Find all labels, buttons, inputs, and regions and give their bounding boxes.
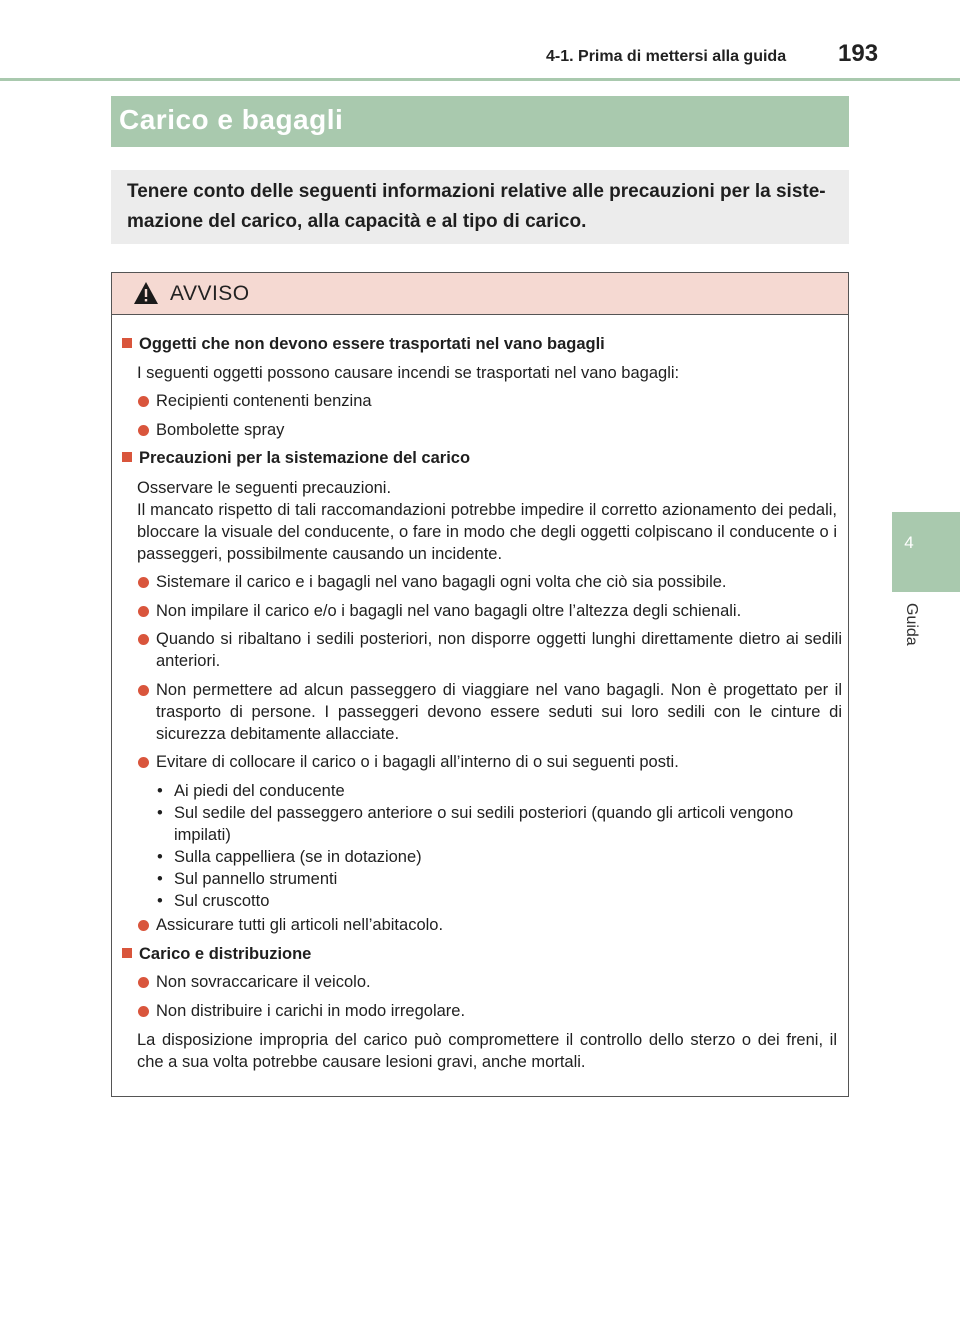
sub-list-item: • Sul pannello strumenti	[157, 870, 338, 888]
warning-paragraph: Il mancato rispetto di tali raccomandazioni potrebbe impedire il corretto azionamento dei pedali, bloccare la visuale del conducente, o fare in modo che degli oggetti colpiscano il conducente o i passeggeri, possibilmente causando un incidente.	[137, 501, 837, 563]
bullet-dot-icon	[138, 1006, 149, 1017]
warning-paragraph: La disposizione impropria del carico può compromettere il controllo dello sterzo o dei freni, il che a sua volta potrebbe causare lesioni gravi, anche mortali.	[137, 1031, 837, 1071]
bullet-item: Assicurare tutti gli articoli nell’abitacolo.	[138, 914, 842, 936]
warning-section-heading: Oggetti che non devono essere trasportati nel vano bagagli	[122, 333, 605, 355]
bullet-dot-icon	[138, 977, 149, 988]
bullet-dot-icon	[138, 606, 149, 617]
bullet-dot-icon	[138, 685, 149, 696]
bullet-dot-icon	[138, 396, 149, 407]
bullet-dot-icon	[138, 577, 149, 588]
bullet-item: Sistemare il carico e i bagagli nel vano bagagli ogni volta che ciò sia possibile.	[138, 571, 842, 593]
section-title-bar	[111, 96, 849, 147]
square-bullet-icon	[122, 948, 132, 958]
chapter-number: 4	[904, 533, 914, 552]
bullet-item: Non impilare il carico e/o i bagagli nel vano bagagli oltre l’altezza degli schienali.	[138, 600, 842, 622]
bullet-dot-icon	[138, 757, 149, 768]
warning-section-heading: Carico e distribuzione	[122, 943, 311, 965]
section-title: Carico e bagagli	[119, 104, 344, 135]
bullet-dot-icon	[138, 425, 149, 436]
intro-paragraph: Tenere conto delle seguenti informazioni relative alle precauzioni per la siste-mazione del carico, alla capacità e al tipo di carico.	[111, 170, 849, 244]
running-header-section: 4-1. Prima di mettersi alla guida	[546, 48, 787, 65]
bullet-dot-icon	[138, 920, 149, 931]
bullet-item: Recipienti contenenti benzina	[138, 390, 842, 412]
square-bullet-icon	[122, 452, 132, 462]
warning-paragraph: I seguenti oggetti possono causare incendi se trasportati nel vano bagagli:	[137, 364, 680, 382]
bullet-item: Non permettere ad alcun passeggero di viaggiare nel vano bagagli. Non è progettato per il trasporto di persone. I passeggeri devono essere seduti sui loro sedili con le cinture di sicurezza debitamente allacciate.	[138, 679, 842, 745]
sub-list-item: • Sulla cappelliera (se in dotazione)	[157, 848, 422, 866]
sub-list-item: • Ai piedi del conducente	[157, 782, 345, 800]
bullet-item: Non distribuire i carichi in modo irregolare.	[138, 1000, 842, 1022]
warning-triangle-icon	[133, 281, 159, 305]
warning-box	[111, 272, 849, 1097]
warning-section-heading: Precauzioni per la sistemazione del carico	[122, 447, 470, 469]
sub-list-item: • Sul cruscotto	[157, 892, 270, 910]
bullet-item: Non sovraccaricare il veicolo.	[138, 971, 842, 993]
bullet-dot-icon	[138, 634, 149, 645]
page-number: 193	[838, 40, 879, 67]
bullet-item: Evitare di collocare il carico o i bagagli all’interno di o sui seguenti posti.	[138, 751, 842, 773]
sub-list-item: • Sul sedile del passeggero anteriore o sui sedili posteriori (quando gli articoli vengono impilati)	[157, 804, 794, 844]
warning-paragraph: Osservare le seguenti precauzioni.	[137, 479, 392, 497]
bullet-item: Quando si ribaltano i sedili posteriori, non disporre oggetti lunghi direttamente dietro ai sedili anteriori.	[138, 628, 842, 672]
square-bullet-icon	[122, 338, 132, 348]
bullet-item: Bombolette spray	[138, 419, 842, 441]
warning-header	[112, 273, 848, 315]
chapter-label: Guida	[903, 603, 920, 646]
header-rule	[0, 78, 960, 81]
warning-label: AVVISO	[170, 282, 250, 305]
